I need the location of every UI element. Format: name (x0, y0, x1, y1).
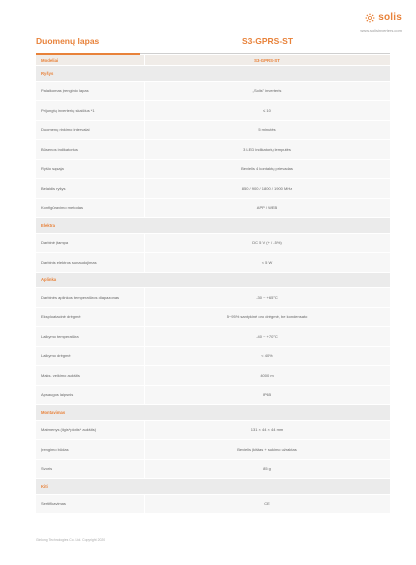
column-divider (144, 366, 145, 385)
section-title: Ryšys (41, 70, 54, 76)
column-divider (144, 347, 145, 366)
table-row (36, 347, 390, 367)
table-row (36, 308, 390, 328)
spec-label: Darbinė įtampa (41, 240, 69, 246)
table-row (36, 366, 390, 386)
spec-value: 131 × 44 × 44 mm (250, 427, 284, 433)
spec-value: Bevielis 4 kontaktų prievadas (241, 166, 293, 172)
table-row (36, 140, 390, 160)
spec-value: „Solis" inverteris (252, 88, 282, 94)
column-divider (144, 460, 145, 479)
section-row (36, 66, 390, 82)
spec-label: Palaikomas įrenginio lapas (41, 88, 89, 94)
footnote: Ginlong Technologies Co. Ltd. Copyright 2020 (36, 538, 106, 542)
spec-value: 3 LED indikatorių lemputės (243, 146, 291, 152)
table-row (36, 327, 390, 347)
spec-label: Belaidis ryšys (41, 185, 66, 191)
column-divider (144, 253, 145, 272)
column-divider (144, 440, 145, 459)
section-title: Elektra (41, 222, 55, 228)
table-row (36, 288, 390, 308)
table-row (36, 101, 390, 121)
spec-value: Bevielis įkištas + sukimo užraktas (237, 446, 297, 452)
table-row (36, 199, 390, 219)
document-title: Duomenų lapas (36, 36, 100, 46)
spec-label: Svoris (41, 466, 53, 472)
spec-label: Konfigūravimo metodas (41, 205, 84, 211)
spec-label: Duomenų rinkimo intervalai (41, 127, 90, 133)
column-divider (144, 386, 145, 405)
spec-value: CE (264, 501, 270, 507)
spec-table (36, 55, 390, 514)
section-title: Kiti (41, 483, 48, 489)
spec-label: Prijungtų inverterių skaičius *1 (41, 107, 95, 113)
table-row (36, 234, 390, 254)
section-row (36, 218, 390, 234)
table-row (36, 440, 390, 460)
column-divider (144, 55, 145, 65)
title-rule (140, 53, 390, 54)
spec-value: 5~95% santykinė oro drėgmė, be kondensato (226, 314, 308, 320)
column-divider (144, 140, 145, 159)
spec-label: Sertifikavimas (41, 501, 66, 507)
column-divider (144, 421, 145, 440)
sun-logo-icon (365, 13, 375, 23)
table-row (36, 121, 390, 141)
spec-label: Laikymo drėgmė (41, 353, 71, 359)
table-row (36, 460, 390, 480)
column-divider (144, 199, 145, 218)
spec-value: < 40% (261, 353, 273, 359)
section-row (36, 405, 390, 421)
column-divider (144, 101, 145, 120)
column-divider (144, 82, 145, 101)
section-title: Montavimas (41, 409, 66, 415)
spec-value: 5 minutės (258, 127, 276, 133)
spec-label: Matmenys (ilgis*plotis* aukštis) (41, 427, 97, 433)
table-row (36, 82, 390, 102)
spec-label: Eksploatacinė drėgmė (41, 314, 81, 320)
spec-value: IP65 (262, 392, 272, 398)
spec-label: Būsenos indikatorius (41, 146, 78, 152)
section-row (36, 479, 390, 495)
table-row (36, 495, 390, 515)
brand-logo (365, 12, 402, 23)
spec-label: Apsaugos laipsnis (41, 392, 74, 398)
column-divider (144, 308, 145, 327)
table-row (36, 421, 390, 441)
column-divider (144, 495, 145, 514)
header-value: S3-GPRS-ST (254, 57, 280, 63)
column-divider (144, 121, 145, 140)
title-row (36, 36, 390, 50)
spec-label: Įrengimo būdas (41, 446, 69, 452)
model-title: S3-GPRS-ST (242, 36, 294, 46)
spec-label: Darbinės aplinkos temperatūros diapazonas (41, 294, 120, 300)
spec-value: 85 g (263, 466, 271, 472)
spec-label: Ryšio sąsaja (41, 166, 64, 172)
brand-website: www.solisinverters.com (360, 28, 402, 33)
table-row (36, 160, 390, 180)
header-label: Modeliai (41, 57, 59, 63)
table-row (36, 179, 390, 199)
spec-value: -40 ~ +70°C (256, 333, 278, 339)
section-title: Aplinka (41, 277, 57, 283)
section-row (36, 273, 390, 289)
spec-value: APP / WEB (256, 205, 278, 211)
spec-label: Darbinis elektros sunaudojimas (41, 259, 97, 265)
column-divider (144, 288, 145, 307)
column-divider (144, 179, 145, 198)
column-divider (144, 160, 145, 179)
table-row (36, 386, 390, 406)
spec-value: < 5 W (261, 259, 273, 265)
spec-value: DC 5 V (+ / -5%) (252, 240, 282, 246)
spec-value: -30 ~ +65°C (256, 294, 278, 300)
brand-name: solis (378, 12, 402, 23)
spec-value: 850 / 900 / 1800 / 1900 MHz (241, 185, 293, 191)
spec-label: Maks. veikimo aukštis (41, 372, 80, 378)
spec-value: 4000 m (260, 372, 274, 378)
spec-value: ≤ 10 (263, 107, 271, 113)
column-divider (144, 234, 145, 253)
spec-label: Laikymo temperatūra (41, 333, 79, 339)
table-row (36, 253, 390, 273)
table-header-row (36, 55, 390, 66)
column-divider (144, 327, 145, 346)
